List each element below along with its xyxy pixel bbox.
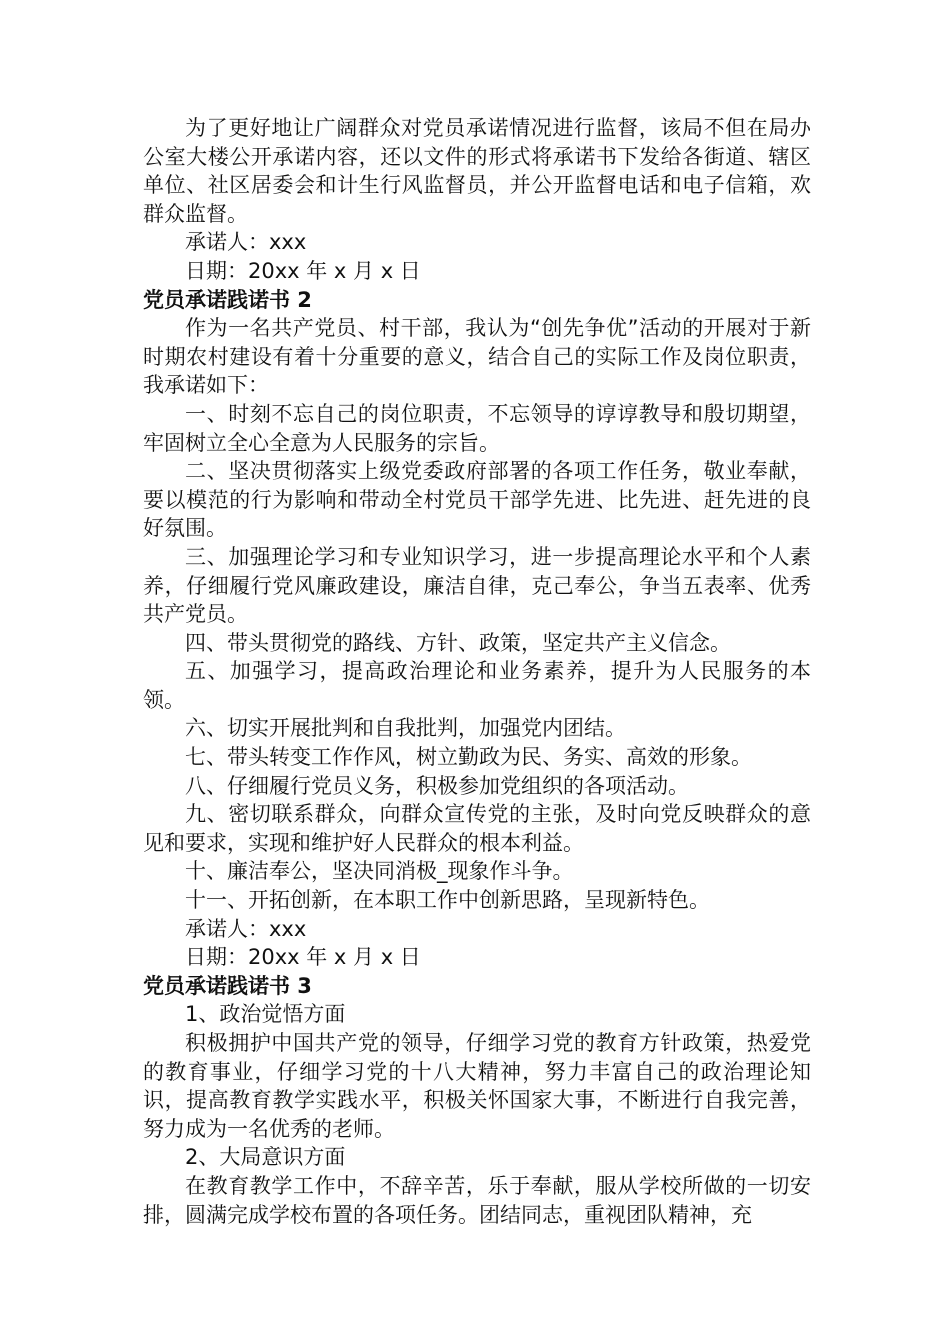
section3-subheading-1: 1、政治觉悟方面 (185, 1002, 346, 1027)
section2-item-5: 五、加强学习，提高政治理论和业务素养，提升为人民服务的本领。 (143, 659, 811, 712)
section2-item-1: 一、时刻不忘自己的岗位职责，不忘领导的谆谆教导和殷切期望，牢固树立全心全意为人民服务的宗旨。 (143, 401, 811, 455)
section2-item-3: 三、加强理论学习和专业知识学习，进一步提高理论水平和个人素养，仔细履行党风廉政建设，廉洁自律，克己奉公，争当五表率、优秀共产党员。 (143, 544, 811, 627)
section2-signer: 承诺人：xxx (185, 916, 307, 941)
section3-paragraph-2: 在教育教学工作中，不辞辛苦，乐于奉献，服从学校所做的一切安排，圆满完成学校布置的各项任务。团结同志，重视团队精神，充 (143, 1173, 811, 1227)
section3-subheading-2: 2、大局意识方面 (185, 1145, 346, 1170)
section2-item-10: 十、廉洁奉公，坚决同消极_现象作斗争。 (185, 859, 574, 884)
intro-paragraph: 为了更好地让广阔群众对党员承诺情况进行监督，该局不但在局办公室大楼公开承诺内容，还以文件的形式将承诺书下发给各街道、辖区单位、社区居委会和计生行风监督员，并公开监督电话和电子信箱，欢群众监督。 (143, 116, 811, 226)
section2-heading: 党员承诺践诺书 2 (143, 287, 312, 312)
section2-item-7: 七、带头转变工作作风，树立勤政为民、务实、高效的形象。 (185, 745, 752, 770)
section2-date: 日期：20xx 年 x 月 x 日 (185, 945, 421, 970)
section2-item-2: 二、坚决贯彻落实上级党委政府部署的各项工作任务，敬业奉献，要以模范的行为影响和带动全村党员干部学先进、比先进、赶先进的良好氛围。 (143, 459, 811, 541)
section2-item-6: 六、切实开展批判和自我批判，加强党内团结。 (185, 716, 626, 741)
section2-item-8: 八、仔细履行党员义务，积极参加党组织的各项活动。 (185, 773, 689, 798)
section2-item-11: 十一、开拓创新，在本职工作中创新思路，呈现新特色。 (185, 888, 710, 913)
intro-signer: 承诺人：xxx (185, 230, 307, 255)
section2-paragraph: 作为一名共产党员、村干部，我认为“创先争优”活动的开展对于新时期农村建设有着十分重要的意义，结合自己的实际工作及岗位职责，我承诺如下： (143, 316, 811, 398)
document-page (143, 114, 811, 1229)
section2-item-4: 四、带头贯彻党的路线、方针、政策，坚定共产主义信念。 (185, 630, 731, 655)
intro-date: 日期：20xx 年 x 月 x 日 (185, 258, 421, 283)
section3-heading: 党员承诺践诺书 3 (143, 973, 312, 998)
section2-item-9: 九、密切联系群众，向群众宣传党的主张，及时向党反映群众的意见和要求，实现和维护好人民群众的根本利益。 (143, 802, 811, 855)
section3-paragraph-1: 积极拥护中国共产党的领导，仔细学习党的教育方针政策，热爱党的教育事业，仔细学习党的十八大精神，努力丰富自己的政治理论知识，提高教育教学实践水平，积极关怀国家大事，不断进行自我完善，努力成为一名优秀的老师。 (143, 1031, 811, 1141)
